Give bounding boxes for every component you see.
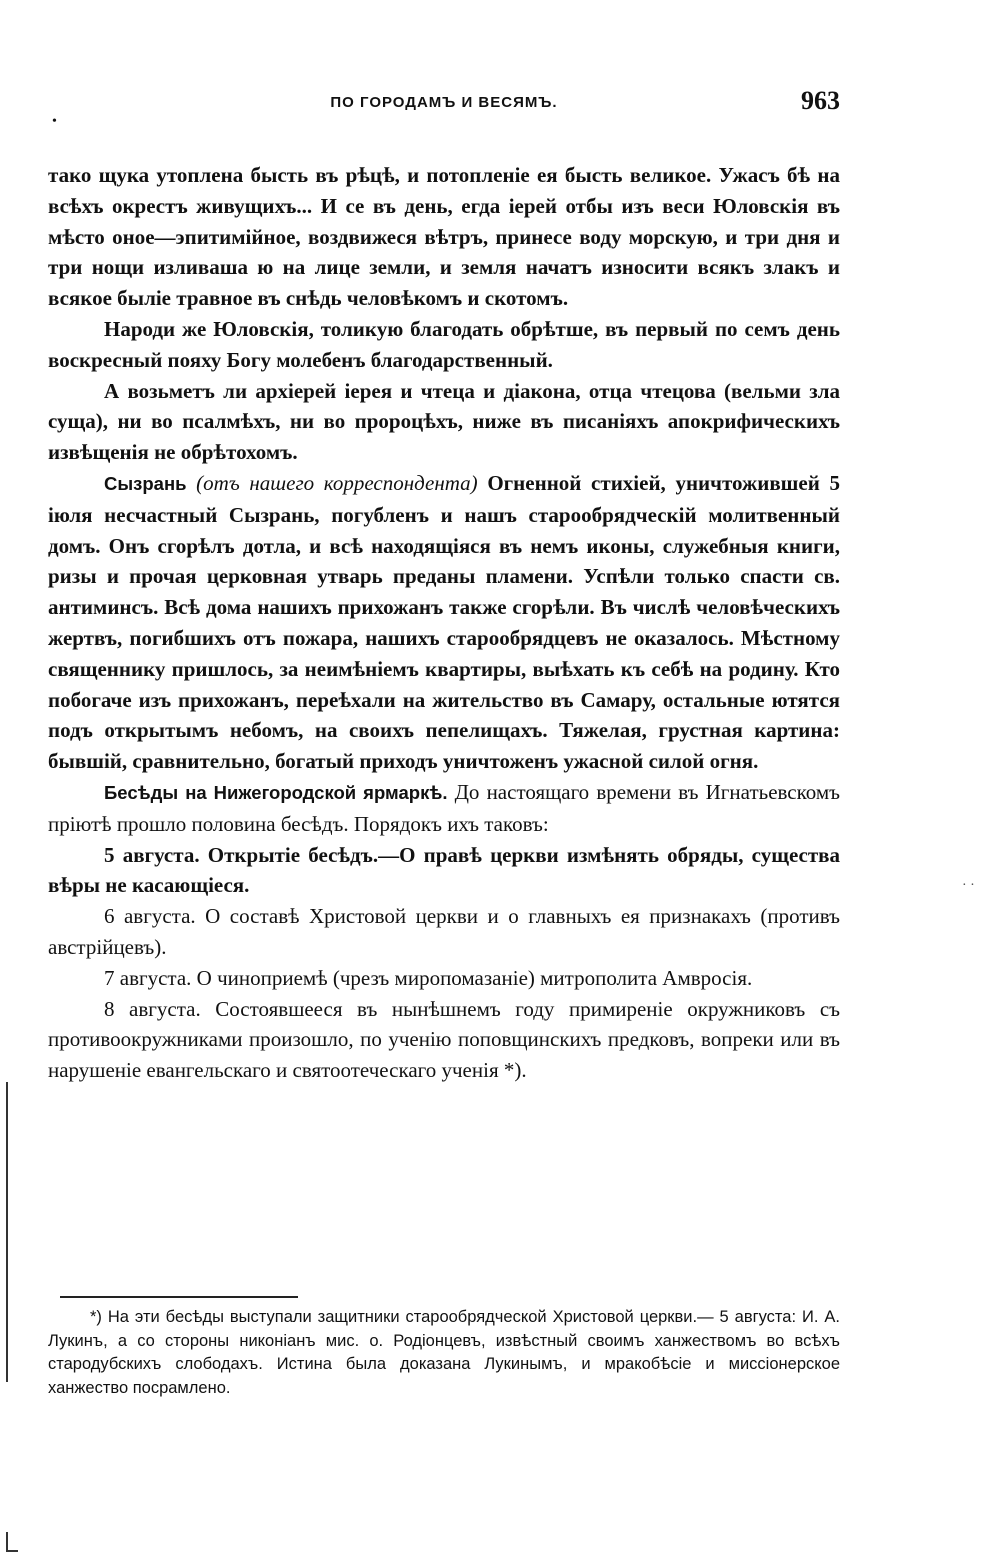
- paragraph-aug-5: 5 августа. Открытіе бесѣдъ.—О правѣ церкви измѣнять обряды, существа вѣры не касающіеся.: [48, 842, 840, 898]
- besedy-text: До настоящаго времени въ Игнатьевскомъ пріютѣ прошло половина бесѣдъ. Порядокъ ихъ таковъ:: [48, 779, 841, 836]
- section-lead-besedy: Бесѣды на Нижегородской ярмаркѣ.: [104, 781, 448, 803]
- paragraph-1: тако щука утоплена бысть въ рѣцѣ, и потопленіе ея бысть великое. Ужасъ бѣ на всѣхъ окрестъ живущихъ... И се въ день, егда iерей отбы изъ веси Юловскія въ мѣсто оное—эпитимійное, воздвижеся вѣтръ, принесе воду морскую, и три дня и три нощи изливаша ю на лице земли, и земля начатъ износити всякъ злакъ и всякое быліе травное въ снѣдь человѣкомъ и скотомъ.: [48, 163, 840, 311]
- page-number: 963: [801, 86, 840, 115]
- paragraph-besedy: [48, 777, 840, 840]
- main-text: [48, 160, 840, 1086]
- syzran-text: Огненной стихіей, уничтожившей 5 іюля несчастный Сызрань, погубленъ и нашъ старообрядческій молитвенный домъ. Онъ сгорѣлъ дотла, и всѣ находящіяся въ немъ иконы, служебныя книги, ризы и прочая церковная утварь преданы пламени. Успѣли только спасти св. антиминсъ. Всѣ дома нашихъ прихожанъ также сгорѣли. Въ числѣ человѣческихъ жертвъ, погибшихъ отъ пожара, нашихъ старообрядцевъ не оказалось. Мѣстному священнику пришлось, за неимѣніемъ квартиры, выѣхать къ себѣ на родину. Кто побогаче изъ прихожанъ, переѣхали на жительство въ Самару, остальные ютятся подъ открытымъ небомъ, на своихъ пепелищахъ. Тяжелая, грустная картина: бывшій, сравнительно, богатый приходъ уничтоженъ ужасной силой огня.: [48, 470, 840, 774]
- running-title: ПО ГОРОДАМЪ И ВЕСЯМЪ.: [330, 94, 558, 111]
- margin-specks: · ·: [962, 878, 975, 893]
- section-lead-syzran: Сызрань: [104, 472, 187, 494]
- margin-scan-mark: [6, 1532, 18, 1552]
- correspondent-note: (отъ нашего корреспондента): [196, 470, 478, 495]
- bullet-mark: •: [52, 114, 57, 129]
- paragraph-aug-8: 8 августа. Состоявшееся въ нынѣшнемъ году примиреніе окружниковъ съ противоокружниками произошло, по ученію поповщинскихъ предковъ, вопреки или въ нарушеніе евангельскаго и святоотеческаго ученія *).: [48, 996, 840, 1083]
- footnote-text: *) На эти бесѣды выступали защитники старообрядческой Христовой церкви.— 5 августа: И. А. Лукинъ, а со стороны никоніанъ мис. о. Родіонцевъ, извѣстный своимъ ханжествомъ во всѣхъ стародубскихъ слободахъ. Истина была доказана Лукинымъ, и мракобѣсіе и миссіонерское ханжество посрамлено.: [48, 1308, 840, 1397]
- paragraph-aug-6: 6 августа. О составѣ Христовой церкви и о главныхъ ея признакахъ (противъ австрійцевъ).: [48, 904, 840, 959]
- paragraph-syzran: [48, 468, 840, 777]
- footnote-divider: [60, 1296, 298, 1298]
- paragraph-aug-7: 7 августа. О чиноприемѣ (чрезъ миропомазаніе) митрополита Амвросія.: [104, 965, 753, 990]
- footnote: [48, 1306, 840, 1400]
- margin-scan-line: [6, 1082, 8, 1382]
- paragraph-3: А возьметъ ли архіерей іерея и чтеца и діакона, отца чтецова (вельми зла суща), ни во псалмѣхъ, ни во пророцѣхъ, ниже въ писаніяхъ апокрифическихъ извѣщенія не обрѣтохомъ.: [48, 378, 840, 465]
- paragraph-2: Народи же Юловскія, толикую благодать обрѣтше, въ первый по семъ день воскресный пояху Богу молебенъ благодарственный.: [48, 316, 840, 372]
- page-header: [48, 86, 840, 129]
